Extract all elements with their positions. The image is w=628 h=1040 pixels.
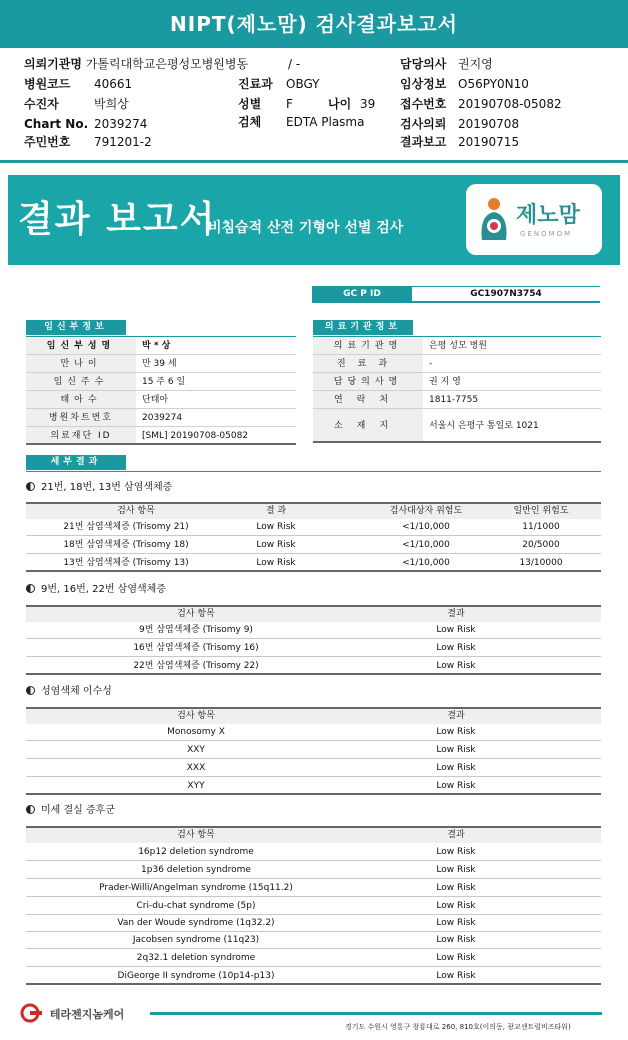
footer-company-logo: 테라젠지놈케어 (20, 1003, 124, 1023)
pregnant-info-tag: 임신부정보 (26, 320, 126, 335)
logo-sub: GENOMOM (520, 230, 573, 238)
group4-title: 미세 결실 증후군 (26, 805, 115, 817)
banner-title: 결과 보고서 (18, 199, 217, 240)
group1-title: 21번, 18번, 13번 삼염색체증 (26, 482, 172, 494)
header-receipt: 접수번호 20190708-05082 (400, 97, 562, 111)
table-row: 13번 삼염색체증 (Trisomy 13) Low Risk <1/10,000 13/10000 (26, 555, 601, 572)
half-circle-icon (26, 584, 35, 593)
info-row: 병원차트번호 2039274 (26, 409, 296, 427)
table-row: XXY Low Risk (26, 742, 601, 759)
header-ward: / - (288, 57, 301, 71)
table-row: 18번 삼염색체증 (Trisomy 18) Low Risk <1/10,000 20/5000 (26, 537, 601, 554)
header-clinical: 임상정보 O56PY0N10 (400, 77, 529, 91)
table-row: 2q32.1 deletion syndrome Low Risk (26, 950, 601, 967)
info-row: 만나이 만 39 세 (26, 355, 296, 373)
half-circle-icon (26, 686, 35, 695)
header-sex: 성별 F (238, 97, 293, 111)
header-specimen: 검체 EDTA Plasma (238, 115, 365, 129)
info-row: 연락처 1811-7755 (313, 391, 601, 409)
table-row: Cri-du-chat syndrome (5p) Low Risk (26, 898, 601, 915)
table-row: Monosomy X Low Risk (26, 724, 601, 741)
info-row: 담당의사명 권 지 영 (313, 373, 601, 391)
header-dept: 진료과 OBGY (238, 77, 320, 91)
logo-name: 제노맘 (516, 203, 580, 228)
mother-child-icon (476, 196, 512, 242)
info-row: 의료재단 ID [SML] 20190708-05082 (26, 427, 296, 445)
table-row: 1p36 deletion syndrome Low Risk (26, 862, 601, 879)
info-row: 소재지 서울시 은평구 통일로 1021 (313, 409, 601, 443)
info-row: 의료기관명 은평 성모 병원 (313, 337, 601, 355)
group2-title: 9번, 16번, 22번 삼염색체증 (26, 584, 166, 596)
header-divider (0, 160, 628, 163)
header-patient: 수진자 박희상 (24, 97, 129, 111)
info-row: 태아수 단태아 (26, 391, 296, 409)
gcp-id-label: GC P ID (312, 286, 412, 303)
table-header: 검사 항목 결과 (26, 707, 601, 724)
header-id: 주민번호 791201-2 (24, 135, 152, 149)
genomom-logo (466, 184, 602, 255)
table-row: Jacobsen syndrome (11q23) Low Risk (26, 932, 601, 949)
info-row: 임신주수 15 주 6 일 (26, 373, 296, 391)
result-banner (8, 175, 620, 265)
header-chart: Chart No. 2039274 (24, 117, 148, 131)
banner-subtitle: 비침습적 산전 기형아 선별 검사 (208, 220, 404, 236)
table-row: DiGeorge II syndrome (10p14-p13) Low Risk (26, 968, 601, 985)
header-age: 나이 39 (328, 97, 376, 111)
table-row: 22번 삼염색체증 (Trisomy 22) Low Risk (26, 658, 601, 675)
table-row: 16p12 deletion syndrome Low Risk (26, 844, 601, 861)
company-logo-icon (20, 1003, 46, 1023)
header-request: 검사의뢰 20190708 (400, 117, 520, 131)
header-report-date: 결과보고 20190715 (400, 135, 520, 149)
group3-title: 성염색체 이수성 (26, 686, 112, 698)
table-header: 검사 항목 결 과 검사대상자 위험도 일반인 위험도 (26, 502, 601, 519)
half-circle-icon (26, 482, 35, 491)
table-header: 검사 항목 결과 (26, 605, 601, 622)
footer-rule (150, 1012, 602, 1015)
header-doctor: 담당의사 권지영 (400, 57, 493, 71)
info-row: 임신부성명 박 * 상 (26, 337, 296, 355)
table-row: XYY Low Risk (26, 778, 601, 795)
info-row: 진료과 - (313, 355, 601, 373)
header-code: 병원코드 40661 (24, 77, 133, 91)
report-title: NIPT(제노맘) 검사결과보고서 (0, 0, 628, 48)
half-circle-icon (26, 805, 35, 814)
header-hospital: 의뢰기관명 가톨릭대학교은평성모병원병동 (24, 57, 249, 71)
table-row: 21번 삼염색체증 (Trisomy 21) Low Risk <1/10,000 11/1000 (26, 519, 601, 536)
table-row: Prader-Willi/Angelman syndrome (15q11.2) Low Risk (26, 880, 601, 897)
institution-info-tag: 의료기관정보 (313, 320, 413, 335)
details-tag: 세부결과 (26, 455, 126, 470)
gcp-id-value: GC1907N3754 (412, 286, 600, 303)
table-row: 16번 삼염색체증 (Trisomy 16) Low Risk (26, 640, 601, 657)
table-row: XXX Low Risk (26, 760, 601, 777)
table-row: Van der Woude syndrome (1q32.2) Low Risk (26, 915, 601, 932)
table-header: 검사 항목 결과 (26, 826, 601, 843)
details-rule (26, 471, 601, 472)
table-row: 9번 삼염색체증 (Trisomy 9) Low Risk (26, 622, 601, 639)
footer-address: 경기도 수원시 영통구 창룡대로 260, 810호(이의동, 광교센트럴비즈타워) (345, 1023, 571, 1031)
